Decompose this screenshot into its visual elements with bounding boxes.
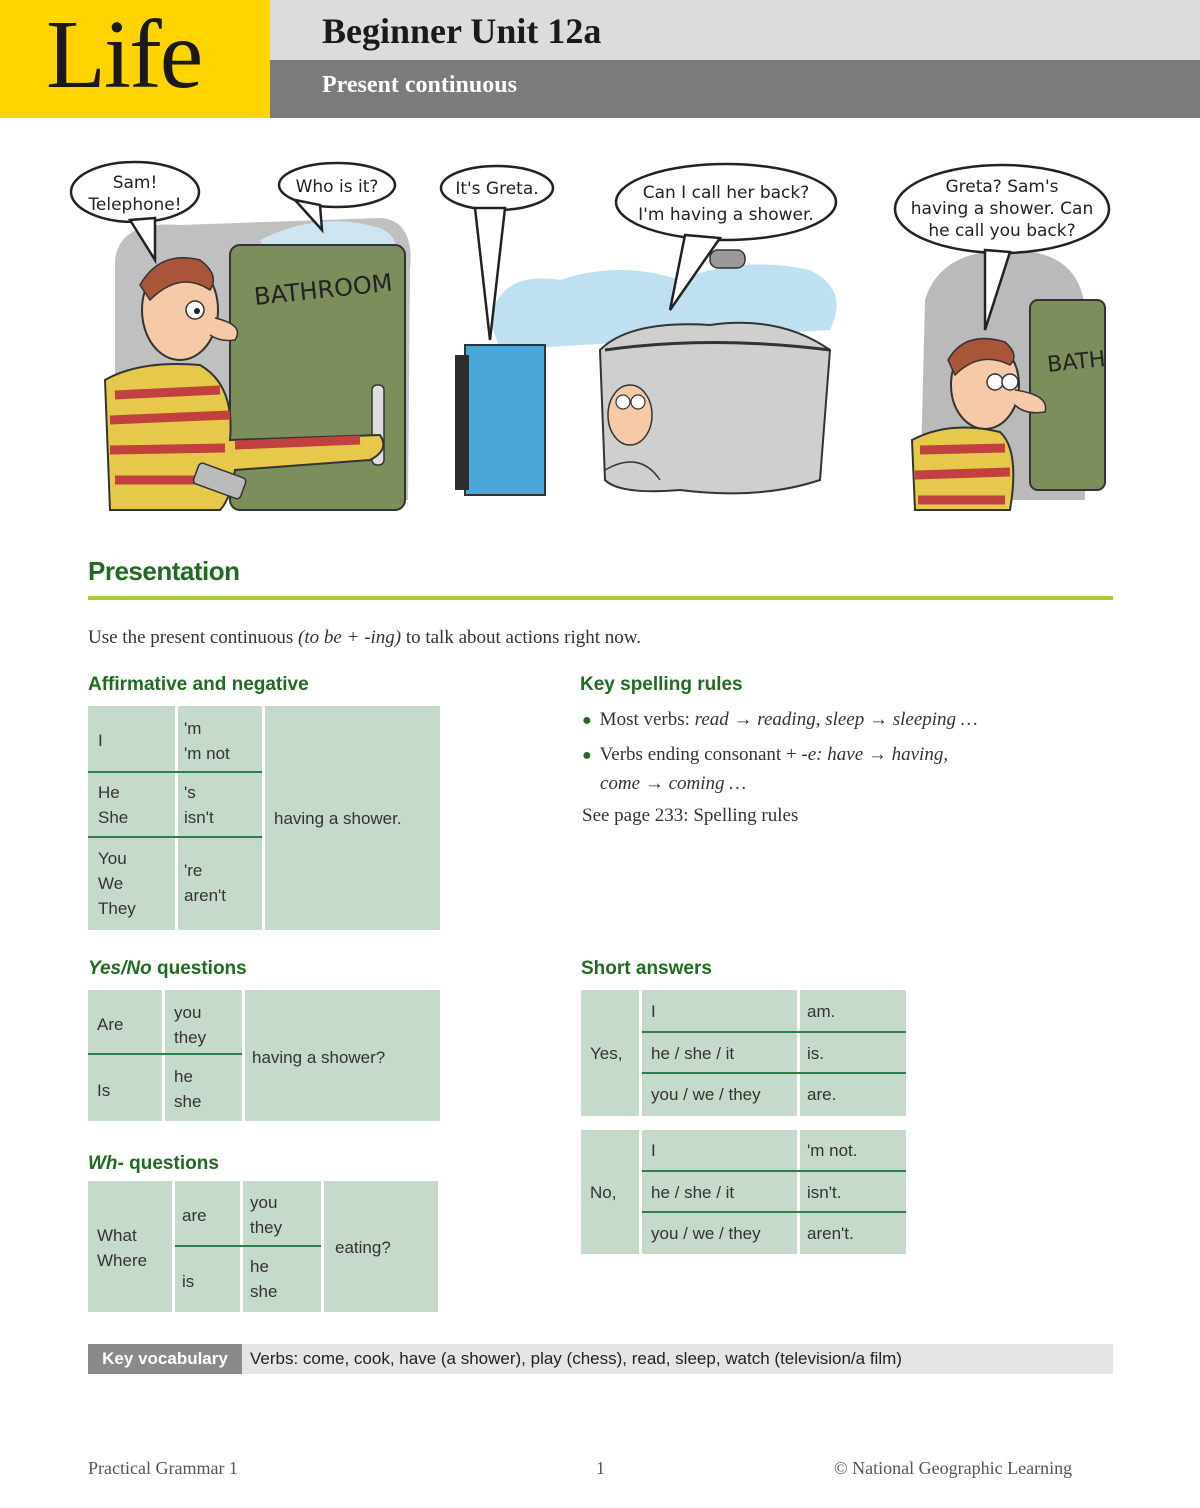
wh-heading: Wh- questions	[88, 1153, 219, 1174]
table-cell: I	[98, 731, 103, 750]
short-answers-no-table	[581, 1130, 906, 1254]
table-cell: 's isn't	[184, 783, 214, 827]
speech-bubble-2: Who is it?	[295, 177, 379, 197]
table-cell: 'm 'm not	[184, 719, 230, 763]
table-cell: are.	[807, 1085, 837, 1104]
page-title: Beginner Unit 12a	[322, 11, 602, 51]
list-item: ● Verbs ending consonant + -e: have → having,	[582, 744, 949, 765]
table-cell: I	[651, 1002, 656, 1021]
spelling-heading: Key spelling rules	[580, 674, 743, 695]
comic-panel-2	[455, 250, 837, 495]
table-cell: you / we / they	[651, 1085, 761, 1104]
page-number: 1	[596, 1458, 605, 1478]
speech-bubble-5-line-2: having a shower. Can	[910, 199, 1094, 219]
table-cell: is.	[807, 1044, 824, 1063]
key-vocabulary-label: Key vocabulary	[88, 1344, 242, 1374]
yesno-heading: Yes/No questions	[88, 958, 247, 979]
table-cell: you they	[174, 1003, 207, 1047]
table-cell: he / she / it	[651, 1044, 735, 1063]
table-cell: 're aren't	[184, 861, 226, 905]
intro-text: Use the present continuous (to be + -ing) to talk about actions right now.	[88, 627, 641, 648]
footer-left: Practical Grammar 1	[88, 1458, 238, 1478]
page-subtitle: Present continuous	[322, 72, 517, 98]
wh-table	[88, 1181, 438, 1312]
list-item: ● Most verbs: read → reading, sleep → sleeping …	[582, 709, 978, 730]
speech-bubble-1-line-1: Sam!	[112, 173, 158, 193]
footer-copyright: © National Geographic Learning	[834, 1458, 1073, 1478]
short-answers-heading: Short answers	[581, 958, 712, 979]
speech-bubble-4-line-2: I'm having a shower.	[638, 205, 814, 225]
table-cell: You We They	[98, 849, 136, 918]
section-title: Presentation	[88, 556, 240, 586]
table-cell: 'm not.	[807, 1141, 858, 1160]
table-cell: he / she / it	[651, 1183, 735, 1202]
table-cell: he she	[174, 1067, 202, 1111]
logo: Life	[46, 1, 202, 109]
table-cell: isn't.	[807, 1183, 842, 1202]
table-cell: you they	[250, 1193, 283, 1237]
table-cell: Yes,	[590, 1044, 623, 1063]
spelling-reference: See page 233: Spelling rules	[582, 805, 799, 826]
table-cell: No,	[590, 1183, 617, 1202]
key-vocabulary-text: Verbs: come, cook, have (a shower), play (chess), read, sleep, watch (television/a film)	[250, 1349, 902, 1368]
table-cell: Is	[97, 1081, 111, 1100]
table-cell: I	[651, 1141, 656, 1160]
table-cell: having a shower?	[252, 1048, 386, 1067]
table-cell: am.	[807, 1002, 836, 1021]
comic-panel-3	[912, 250, 1107, 510]
short-answers-yes-table	[581, 990, 906, 1116]
comic-illustration	[60, 150, 1130, 520]
comic-panel-1	[105, 218, 411, 510]
table-cell: is	[182, 1272, 195, 1291]
yesno-table	[88, 990, 440, 1121]
affirmative-heading: Affirmative and negative	[88, 674, 309, 695]
affirmative-table	[88, 706, 440, 930]
table-cell: you / we / they	[651, 1224, 761, 1243]
speech-bubble-5-line-3: he call you back?	[928, 221, 1076, 241]
table-cell: are	[182, 1206, 207, 1225]
door-label-2: BATH	[1046, 346, 1107, 378]
table-cell: he she	[250, 1257, 278, 1301]
speech-bubble-3: It's Greta.	[455, 179, 539, 199]
table-cell: What Where	[97, 1226, 148, 1270]
table-cell: having a shower.	[274, 809, 402, 828]
speech-bubble-1-line-2: Telephone!	[88, 195, 182, 215]
table-cell: aren't.	[807, 1224, 854, 1243]
spelling-rules: ● Most verbs: read → reading, sleep → sleeping … ● Verbs ending consonant + -e: have → having, come → coming … See page 233: Spelling rules	[582, 706, 1102, 830]
table-cell: Are	[97, 1015, 124, 1034]
speech-bubble-4-line-1: Can I call her back?	[642, 183, 810, 203]
table-cell: He She	[98, 783, 129, 827]
door-label-1: BATHROOM	[252, 268, 394, 311]
section-divider	[88, 596, 1113, 600]
table-cell: eating?	[335, 1238, 391, 1257]
speech-bubble-5-line-1: Greta? Sam's	[945, 177, 1059, 197]
